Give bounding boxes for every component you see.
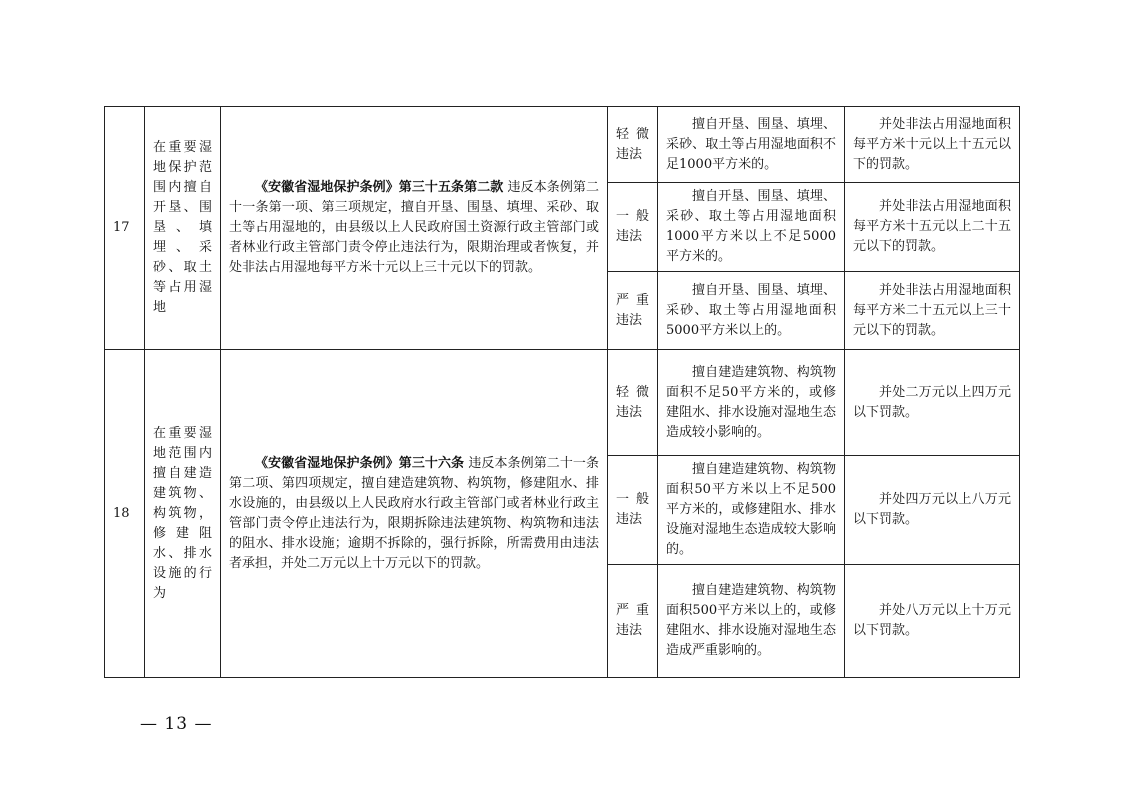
severity-level: 轻微违法 xyxy=(608,350,658,456)
row-number: 17 xyxy=(105,107,145,350)
severity-level: 严重违法 xyxy=(608,565,658,678)
law-citation: 《安徽省湿地保护条例》第三十五条第二款 xyxy=(255,180,504,195)
penalty-standard: 并处四万元以上八万元以下罚款。 xyxy=(845,456,1020,565)
violation-act: 在重要湿地保护范围内擅自开垦、围垦、填埋、采砂、取土等占用湿地 xyxy=(145,107,221,350)
page-number: — 13 — xyxy=(140,714,213,734)
violation-situation: 擅自开垦、围垦、填埋、采砂、取土等占用湿地面积5000平方米以上的。 xyxy=(658,272,845,350)
penalty-standard: 并处二万元以上四万元以下罚款。 xyxy=(845,350,1020,456)
law-citation: 《安徽省湿地保护条例》第三十六条 xyxy=(255,455,465,471)
severity-level: 轻微违法 xyxy=(608,107,658,183)
penalty-standard: 并处八万元以上十万元以下罚款。 xyxy=(845,565,1020,678)
violation-situation: 擅自建造建筑物、构筑物面积500平方米以上的，或修建阻水、排水设施对湿地生态造成严重影响的。 xyxy=(658,565,845,678)
legal-basis xyxy=(221,107,608,350)
penalty-standard: 并处非法占用湿地面积每平方米十元以上十五元以下的罚款。 xyxy=(845,107,1020,183)
row-number: 18 xyxy=(105,350,145,678)
table-row xyxy=(105,107,1020,183)
penalty-standard-table xyxy=(104,106,1020,678)
penalty-standard: 并处非法占用湿地面积每平方米二十五元以上三十元以下的罚款。 xyxy=(845,272,1020,350)
violation-act: 在重要湿地范围内擅自建造建筑物、构筑物，修建阻水、排水设施的行为 xyxy=(145,350,221,678)
law-text: 违反本条例第二十一条第二项、第四项规定，擅自建造建筑物、构筑物，修建阻水、排水设施的，由县级以上人民政府水行政主管部门或者林业行政主管部门责令停止违法行为，限期拆除违法建筑物、构筑物和违法的阻水、排水设施；逾期不拆除的，强行拆除，所需费用由违法者承担，并处二万元以上十万元以下的罚款。 xyxy=(229,455,599,571)
violation-situation: 擅自建造建筑物、构筑物面积50平方米以上不足500平方米的，或修建阻水、排水设施对湿地生态造成较大影响的。 xyxy=(658,456,845,565)
severity-level: 严重违法 xyxy=(608,272,658,350)
severity-level: 一般违法 xyxy=(608,456,658,565)
severity-level: 一般违法 xyxy=(608,183,658,272)
penalty-standard: 并处非法占用湿地面积每平方米十五元以上二十五元以下的罚款。 xyxy=(845,183,1020,272)
violation-situation: 擅自开垦、围垦、填埋、采砂、取土等占用湿地面积不足1000平方米的。 xyxy=(658,107,845,183)
table-row xyxy=(105,350,1020,456)
law-text: 违反本条例第二十一条第一项、第三项规定，擅自开垦、围垦、填埋、采砂、取土等占用湿地的，由县级以上人民政府国土资源行政主管部门或者林业行政主管部门责令停止违法行为，限期治理或者恢复，并处非法占用湿地每平方米十元以上三十元以下的罚款。 xyxy=(229,180,599,275)
violation-situation: 擅自建造建筑物、构筑物面积不足50平方米的，或修建阻水、排水设施对湿地生态造成较小影响的。 xyxy=(658,350,845,456)
legal-basis xyxy=(221,350,608,678)
violation-situation: 擅自开垦、围垦、填埋、采砂、取土等占用湿地面积1000平方米以上不足5000平方米的。 xyxy=(658,183,845,272)
